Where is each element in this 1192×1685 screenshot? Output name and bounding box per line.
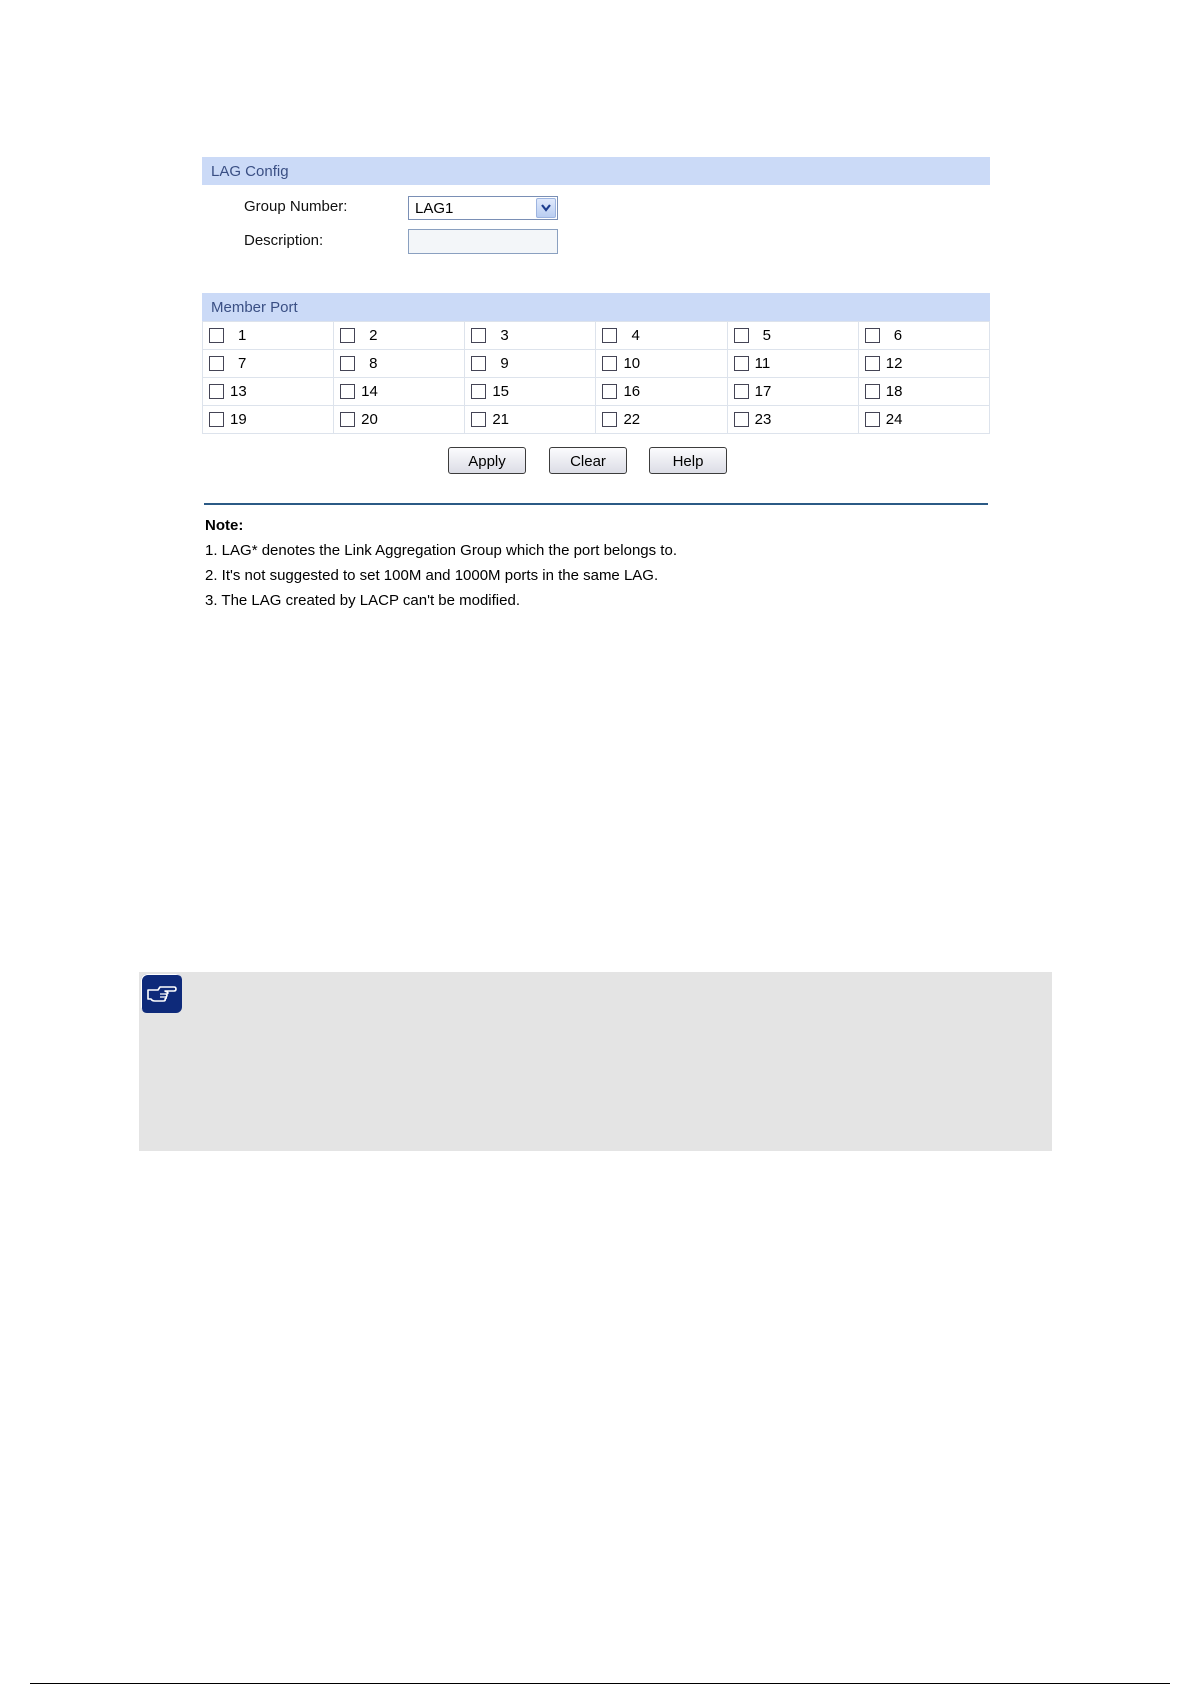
note-title: Note: [205,517,244,534]
port-4-label: 4 [631,327,640,344]
port-cell [465,350,596,378]
group-number-select[interactable] [408,196,558,220]
port-cell [334,350,465,378]
port-13[interactable] [203,383,333,400]
port-row [203,406,990,434]
chevron-down-icon[interactable] [536,198,556,218]
description-label: Description: [244,232,324,249]
port-18-checkbox[interactable] [865,384,880,399]
port-5-label: 5 [762,327,771,344]
port-16-checkbox[interactable] [602,384,617,399]
port-18[interactable] [859,383,989,400]
port-cell [858,350,989,378]
port-cell [465,378,596,406]
port-cell [203,322,334,350]
port-23-label: 23 [754,411,772,428]
page-footer-rule [30,1683,1170,1684]
port-cell [465,406,596,434]
port-cell [596,322,727,350]
port-4-checkbox[interactable] [602,328,617,343]
port-cell [727,406,858,434]
note-line-2: 2. It's not suggested to set 100M and 1000M ports in the same LAG. [205,567,659,584]
port-13-checkbox[interactable] [209,384,224,399]
port-1-label: 1 [238,327,247,344]
port-15[interactable] [465,383,595,400]
port-cell [596,350,727,378]
port-7[interactable] [203,355,333,372]
port-23-checkbox[interactable] [734,412,749,427]
port-12-checkbox[interactable] [865,356,880,371]
note-divider [204,503,988,505]
port-9[interactable] [465,355,595,372]
port-3[interactable] [465,327,595,344]
port-17[interactable] [728,383,858,400]
port-cell [334,322,465,350]
help-button[interactable]: Help [649,447,727,474]
note-line-1: 1. LAG* denotes the Link Aggregation Group which the port belongs to. [205,542,677,559]
port-row [203,322,990,350]
port-cell [727,350,858,378]
port-cell [203,350,334,378]
member-port-table [202,321,990,434]
port-16-label: 16 [623,383,641,400]
port-cell [858,406,989,434]
port-17-label: 17 [754,383,772,400]
port-row [203,350,990,378]
port-2-checkbox[interactable] [340,328,355,343]
port-row [203,378,990,406]
port-19-label: 19 [230,411,247,428]
port-4[interactable] [596,327,726,344]
port-7-checkbox[interactable] [209,356,224,371]
port-12-label: 12 [885,355,903,372]
port-10-label: 10 [623,355,641,372]
pointing-hand-icon [141,974,182,1013]
port-8-label: 8 [369,355,378,372]
port-11-checkbox[interactable] [734,356,749,371]
port-14-label: 14 [361,383,378,400]
port-6-checkbox[interactable] [865,328,880,343]
port-cell [858,378,989,406]
port-3-label: 3 [500,327,509,344]
port-20[interactable] [334,411,464,428]
port-6[interactable] [859,327,989,344]
group-number-label: Group Number: [244,198,348,215]
port-14-checkbox[interactable] [340,384,355,399]
port-19[interactable] [203,411,333,428]
port-cell [334,378,465,406]
description-input[interactable] [408,229,558,254]
port-19-checkbox[interactable] [209,412,224,427]
port-cell [334,406,465,434]
port-15-checkbox[interactable] [471,384,486,399]
port-21-label: 21 [492,411,509,428]
tip-box [139,972,1052,1151]
port-16[interactable] [596,383,726,400]
clear-button[interactable]: Clear [549,447,627,474]
port-11[interactable] [728,355,858,372]
port-17-checkbox[interactable] [734,384,749,399]
port-3-checkbox[interactable] [471,328,486,343]
port-7-label: 7 [238,355,247,372]
port-20-checkbox[interactable] [340,412,355,427]
member-port-header: Member Port [202,293,990,321]
port-1[interactable] [203,327,333,344]
port-21-checkbox[interactable] [471,412,486,427]
port-10[interactable] [596,355,726,372]
port-cell [858,322,989,350]
port-2[interactable] [334,327,464,344]
port-22-label: 22 [623,411,641,428]
port-6-label: 6 [893,327,903,344]
port-22-checkbox[interactable] [602,412,617,427]
note-line-3: 3. The LAG created by LACP can't be modified. [205,592,520,609]
port-8[interactable] [334,355,464,372]
port-cell [465,322,596,350]
port-12[interactable] [859,355,989,372]
port-9-label: 9 [500,355,509,372]
port-24-checkbox[interactable] [865,412,880,427]
port-cell [203,378,334,406]
port-5-checkbox[interactable] [734,328,749,343]
lag-config-header: LAG Config [202,157,990,185]
port-13-label: 13 [230,383,247,400]
port-24[interactable] [859,411,989,428]
port-2-label: 2 [369,327,378,344]
port-9-checkbox[interactable] [471,356,486,371]
port-15-label: 15 [492,383,509,400]
port-cell [596,378,727,406]
port-cell [203,406,334,434]
port-cell [727,322,858,350]
port-18-label: 18 [885,383,903,400]
port-cell [596,406,727,434]
port-cell [727,378,858,406]
apply-button[interactable]: Apply [448,447,526,474]
port-24-label: 24 [885,411,903,428]
group-number-value: LAG1 [415,200,454,217]
port-5[interactable] [728,327,858,344]
port-14[interactable] [334,383,464,400]
port-11-label: 11 [754,355,771,372]
port-23[interactable] [728,411,858,428]
port-20-label: 20 [361,411,378,428]
port-8-checkbox[interactable] [340,356,355,371]
port-1-checkbox[interactable] [209,328,224,343]
port-21[interactable] [465,411,595,428]
port-22[interactable] [596,411,726,428]
port-10-checkbox[interactable] [602,356,617,371]
